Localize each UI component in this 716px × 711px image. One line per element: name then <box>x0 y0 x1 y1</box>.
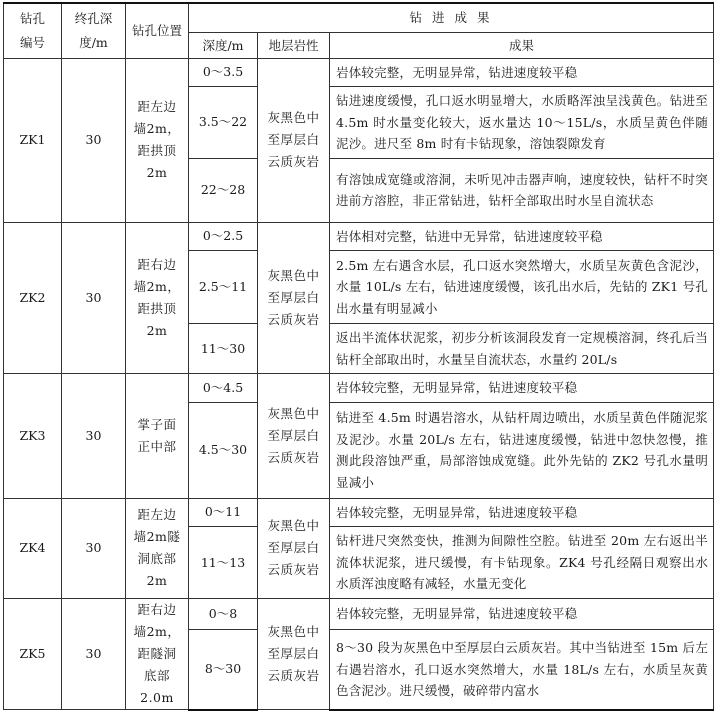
result-text: 钻杆进尺突然变快，推测为间隙性空腔。钻进至 20m 左右返出半流体状泥浆，进尺缓慢，有卡钻现象。ZK4 号孔经隔日观察出水水质浑浊度略有减轻，水量无变化 <box>330 527 714 599</box>
depth-range: 8～30 <box>189 630 258 710</box>
final-depth: 30 <box>62 498 126 599</box>
result-text: 岩体较完整，无明显异常，钻进速度较平稳 <box>330 498 714 527</box>
hole-position: 距右边墙2m，距隧洞底部2.0m <box>126 599 189 710</box>
final-depth: 30 <box>62 374 126 499</box>
header-lithology: 地层岩性 <box>258 32 330 58</box>
result-text: 钻进至 4.5m 时遇岩溶水，从钻杆周边喷出，水质呈黄色伴随泥浆及泥沙。水量 20L/s 左右，钻进速度缓慢，钻进中忽快忽慢，推测此段溶蚀严重，局部溶蚀成宽缝。此外先钻的 ZK2 号孔水量明显减小 <box>330 402 714 498</box>
header-final-depth: 终孔深度/m <box>62 3 126 58</box>
result-text: 岩体较完整，无明显异常，钻进速度较平稳 <box>330 374 714 403</box>
depth-range: 0～3.5 <box>189 58 258 87</box>
result-text: 岩体较完整，无明显异常，钻进速度较平稳 <box>330 58 714 87</box>
lithology: 灰黑色中至厚层白云质灰岩 <box>258 222 330 374</box>
header-hole-id: 钻孔编号 <box>4 3 62 58</box>
hole-id: ZK5 <box>4 599 62 710</box>
depth-range: 0～4.5 <box>189 374 258 403</box>
depth-range: 2.5～11 <box>189 251 258 324</box>
hole-position: 掌子面正中部 <box>126 374 189 499</box>
final-depth: 30 <box>62 222 126 374</box>
hole-position: 距左边墙2m，距拱顶2m <box>126 58 189 222</box>
depth-range: 4.5～30 <box>189 402 258 498</box>
result-text: 有溶蚀成宽缝或溶洞，未听见冲击器声响，速度较快，钻杆不时突进前方溶腔，非正常钻进，钻杆全部取出时水呈自流状态 <box>330 158 714 222</box>
result-text: 钻进速度缓慢，孔口返水明显增大，水质略浑浊呈浅黄色。钻进至 4.5m 时水量变化较大，返水量达 10～15L/s，水质呈黄色伴随泥沙。进尺至 8m 时有卡钻现象，溶蚀裂隙发育 <box>330 87 714 159</box>
result-text: 2.5m 左右遇含水层，孔口返水突然增大，水质呈灰黄色含泥沙，水量 10L/s 左右，钻进速度缓慢，该孔出水后，先钻的 ZK1 号孔出水量有明显减小 <box>330 251 714 324</box>
hole-id: ZK1 <box>4 58 62 222</box>
hole-position: 距右边墙2m，距拱顶2m <box>126 222 189 374</box>
depth-range: 3.5～22 <box>189 87 258 159</box>
final-depth: 30 <box>62 599 126 710</box>
depth-range: 11～13 <box>189 527 258 599</box>
result-text: 岩体较完整，无明显异常，钻进速度较平稳 <box>330 599 714 630</box>
lithology: 灰黑色中至厚层白云质灰岩 <box>258 374 330 499</box>
depth-range: 0～2.5 <box>189 222 258 251</box>
hole-position: 距左边墙2m隧洞底部2m <box>126 498 189 599</box>
depth-range: 22～28 <box>189 158 258 222</box>
depth-range: 0～11 <box>189 498 258 527</box>
hole-id: ZK3 <box>4 374 62 499</box>
header-position: 钻孔位置 <box>126 3 189 58</box>
header-depth: 深度/m <box>189 32 258 58</box>
lithology: 灰黑色中至厚层白云质灰岩 <box>258 498 330 599</box>
lithology: 灰黑色中至厚层白云质灰岩 <box>258 58 330 222</box>
final-depth: 30 <box>62 58 126 222</box>
header-results-group: 钻 进 成 果 <box>189 3 714 32</box>
depth-range: 11～30 <box>189 324 258 374</box>
hole-id: ZK2 <box>4 222 62 374</box>
result-text: 8～30 段为灰黑色中至厚层白云质灰岩。其中当钻进至 15m 后左右遇岩溶水，孔口返水突然增大，水量 18L/s 左右，水质呈灰黄色含泥沙。进尺缓慢，破碎带内富水 <box>330 630 714 710</box>
header-result: 成果 <box>330 32 714 58</box>
hole-id: ZK4 <box>4 498 62 599</box>
result-text: 岩体相对完整，钻进中无异常，钻进速度较平稳 <box>330 222 714 251</box>
drilling-results-table <box>3 2 714 711</box>
depth-range: 0～8 <box>189 599 258 630</box>
result-text: 返出半流体状泥浆，初步分析该洞段发育一定规模溶洞，终孔后当钻杆全部取出时，水量呈自流状态，水量约 20L/s <box>330 324 714 374</box>
lithology: 灰黑色中至厚层白云质灰岩 <box>258 599 330 710</box>
